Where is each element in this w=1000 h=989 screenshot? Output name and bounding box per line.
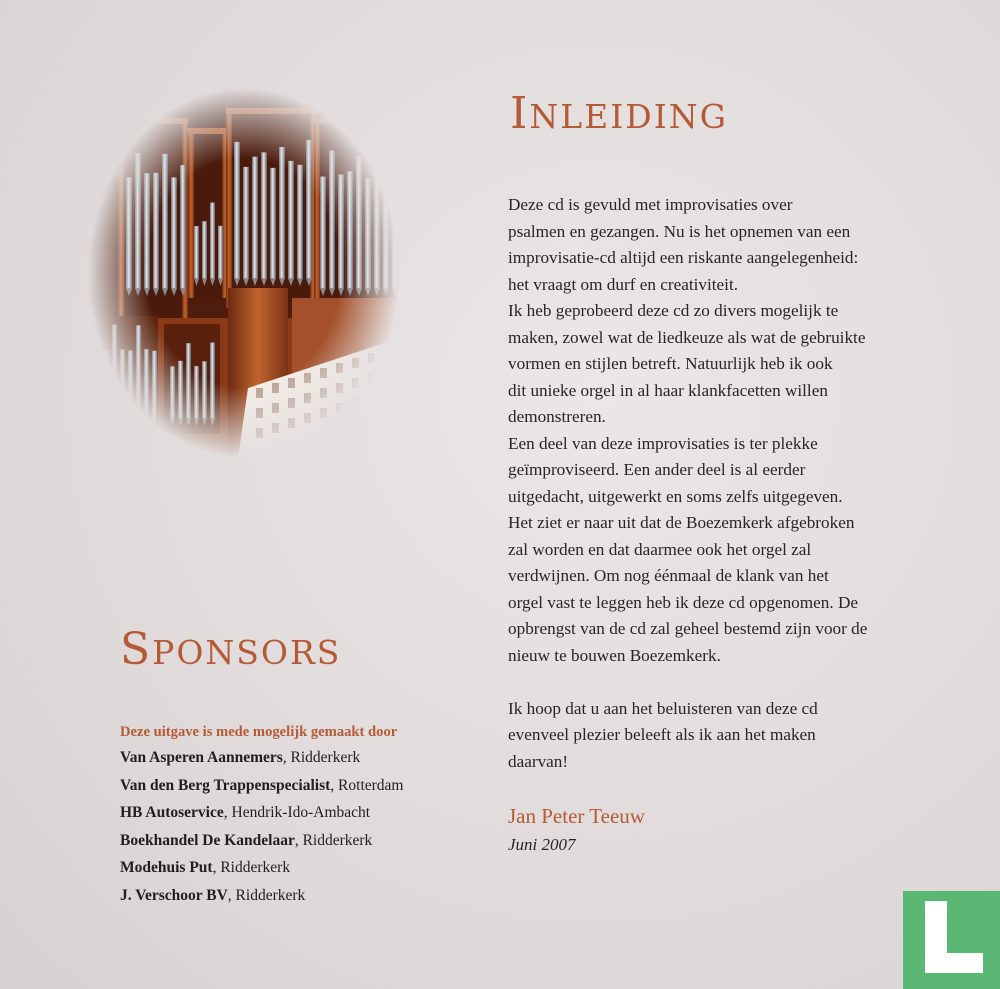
closing-line: daarvan! (508, 751, 569, 771)
author-signature: Jan Peter Teeuw (508, 804, 645, 828)
l-letter-shape (925, 901, 989, 981)
intro-line: dit unieke orgel in al haar klankfacetten willen (508, 380, 828, 400)
closing-line: evenveel plezier beleeft als ik aan het maken (508, 725, 816, 744)
intro-line: uitgedacht, uitgewerkt en soms zelfs uitgegeven. (508, 486, 843, 506)
intro-line: verdwijnen. Om nog éénmaal de klank van het (508, 566, 829, 585)
sponsor-list (120, 748, 403, 913)
author-date: Juni 2007 (508, 835, 576, 854)
sponsor-place: , Ridderkerk (227, 886, 306, 904)
sponsor-name: Boekhandel De Kandelaar (120, 831, 295, 849)
sponsor-place: , Hendrik-Ido-Ambacht (223, 804, 371, 821)
sponsor-item (120, 831, 403, 859)
intro-line: vormen en stijlen betreft. Natuurlijk heb ik ook (508, 354, 833, 373)
sponsor-item (120, 858, 403, 886)
l-logo-icon (903, 891, 1000, 989)
sponsor-place: , Ridderkerk (294, 831, 373, 849)
intro-heading: INLEIDING (510, 88, 729, 139)
sponsor-item (120, 748, 403, 776)
intro-body (508, 192, 948, 775)
intro-line: zal worden en dat daarmee ook het orgel zal (508, 539, 812, 559)
intro-line: Ik heb geprobeerd deze cd zo divers mogelijk te (508, 301, 839, 320)
sponsors-heading: SPONSORS (120, 624, 342, 675)
closing-line: Ik hoop dat u aan het beluisteren van deze cd (508, 698, 818, 718)
sponsor-item (120, 803, 403, 831)
sponsor-item (120, 776, 403, 804)
sponsor-name: Modehuis Put (120, 859, 213, 876)
paragraph-gap (508, 669, 948, 696)
sponsor-place: , Rotterdam (330, 776, 404, 794)
sponsor-name: J. Verschoor BV (120, 886, 228, 904)
intro-line: het vraagt om durf en creativiteit. (508, 274, 739, 294)
intro-line: orgel vast te leggen heb ik deze cd opgenomen. De (508, 592, 858, 612)
intro-line: Een deel van deze improvisaties is ter plekke (508, 433, 818, 453)
intro-line: Het ziet er naar uit dat de Boezemkerk afgebroken (508, 513, 855, 532)
intro-line: maken, zowel wat de liedkeuze als wat de gebruikte (508, 327, 866, 347)
intro-line: improvisatie-cd altijd een riskante aangelegenheid: (508, 248, 859, 267)
intro-line: opbrengst van de cd zal geheel bestemd zijn voor de (508, 619, 868, 638)
intro-line: Deze cd is gevuld met improvisaties over (508, 195, 793, 214)
sponsors-intro: Deze uitgave is mede mogelijk gemaakt door (120, 724, 398, 740)
organ-photo (88, 88, 400, 458)
intro-line: nieuw te bouwen Boezemkerk. (508, 645, 721, 665)
sponsor-place: , Ridderkerk (282, 749, 361, 766)
sponsor-name: Van den Berg Trappenspecialist (120, 776, 331, 794)
intro-line: demonstreren. (508, 407, 606, 426)
intro-line: psalmen en gezangen. Nu is het opnemen van een (508, 221, 851, 241)
sponsor-name: Van Asperen Aannemers (120, 749, 283, 766)
sponsor-place: , Ridderkerk (212, 859, 291, 876)
intro-line: geïmproviseerd. Een ander deel is al eerder (508, 460, 806, 479)
sponsor-name: HB Autoservice (120, 804, 224, 821)
sponsor-item (120, 886, 403, 914)
